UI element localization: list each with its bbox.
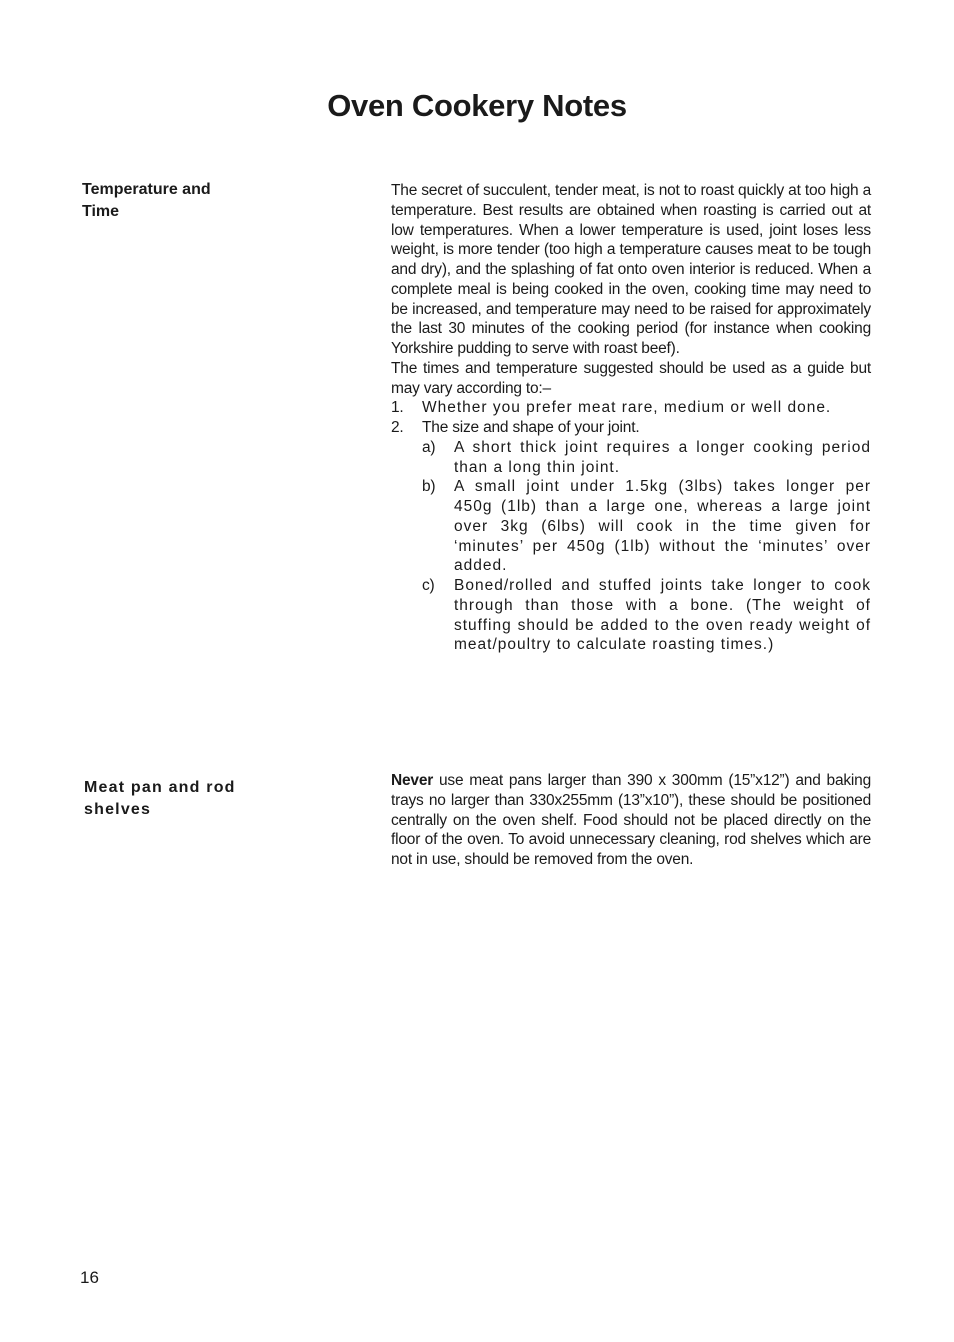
- section-heading-meat-pan-and-rod-shelves: [84, 777, 269, 821]
- section-heading-line2: shelves: [84, 801, 152, 818]
- sublist-item: [422, 576, 871, 655]
- section-heading-temperature-and-time: [82, 179, 267, 223]
- sublist-marker: a): [422, 438, 436, 456]
- section-heading-line1: Meat pan and rod: [84, 779, 236, 796]
- sublist-item: [422, 438, 871, 478]
- meat-pan-text: use meat pans larger than 390 x 300mm (15”x12”) and baking trays no larger than 330x255mm (13”x10”), these should be positioned centrally on the oven shelf. Food should not be placed directly on the floor of the oven. To avoid unnecessary cleaning, rod shelves which are not in use, should be removed from the oven.: [391, 772, 871, 868]
- list-item: [391, 398, 871, 418]
- lettered-sublist: [422, 438, 871, 655]
- intro-paragraph: The secret of succulent, tender meat, is not to roast quickly at too high a temperature. Best results are obtained when roasting is carried out at low temperatures. When a lower temperature is used, joint loses less weight, is more tender (too high a temperature causes meat to be tough and dry), and the splashing of fat onto oven interior is reduced. When a complete meal is being cooked in the oven, cooking time may need to be increased, and temperature may need to be raised for approximately the last 30 minutes of the cooking period (for instance when cooking Yorkshire pudding to serve with roast beef).: [391, 182, 871, 357]
- meat-pan-paragraph: [391, 771, 871, 870]
- never-emphasis: Never: [391, 772, 434, 789]
- sublist-item-text: A small joint under 1.5kg (3lbs) takes longer per 450g (1lb) than a large one, whereas a large joint over 3kg (6lbs) will cook in the time given for ‘minutes’ per 450g (1lb) without the ‘minutes’ over added.: [454, 478, 871, 575]
- sublist-marker: c): [422, 577, 435, 594]
- list-item: [391, 418, 871, 655]
- section-body-meat-pan-and-rod-shelves: [391, 771, 871, 870]
- list-marker: 1.: [391, 399, 404, 417]
- sublist-item-text: Boned/rolled and stuffed joints take longer to cook through than those with a bone. (The weight of stuffing should be added to the oven ready weight of meat/poultry to calculate roasting times.): [454, 577, 871, 654]
- sublist-item-text: A short thick joint requires a longer cooking period than a long thin joint.: [454, 438, 871, 476]
- sublist-item: [422, 477, 871, 576]
- numbered-list: [391, 398, 871, 655]
- list-item-text: The size and shape of your joint.: [422, 419, 640, 436]
- section-heading-line2: Time: [82, 203, 120, 220]
- section-body-temperature-and-time: [391, 181, 871, 655]
- guide-paragraph: The times and temperature suggested should be used as a guide but may vary according to:–: [391, 359, 871, 397]
- section-heading-line1: Temperature and: [82, 181, 211, 198]
- page-number: 16: [80, 1268, 99, 1287]
- page-title: Oven Cookery Notes: [327, 88, 627, 123]
- list-marker: 2.: [391, 419, 404, 436]
- list-item-text: Whether you prefer meat rare, medium or well done.: [422, 399, 832, 417]
- sublist-marker: b): [422, 478, 436, 496]
